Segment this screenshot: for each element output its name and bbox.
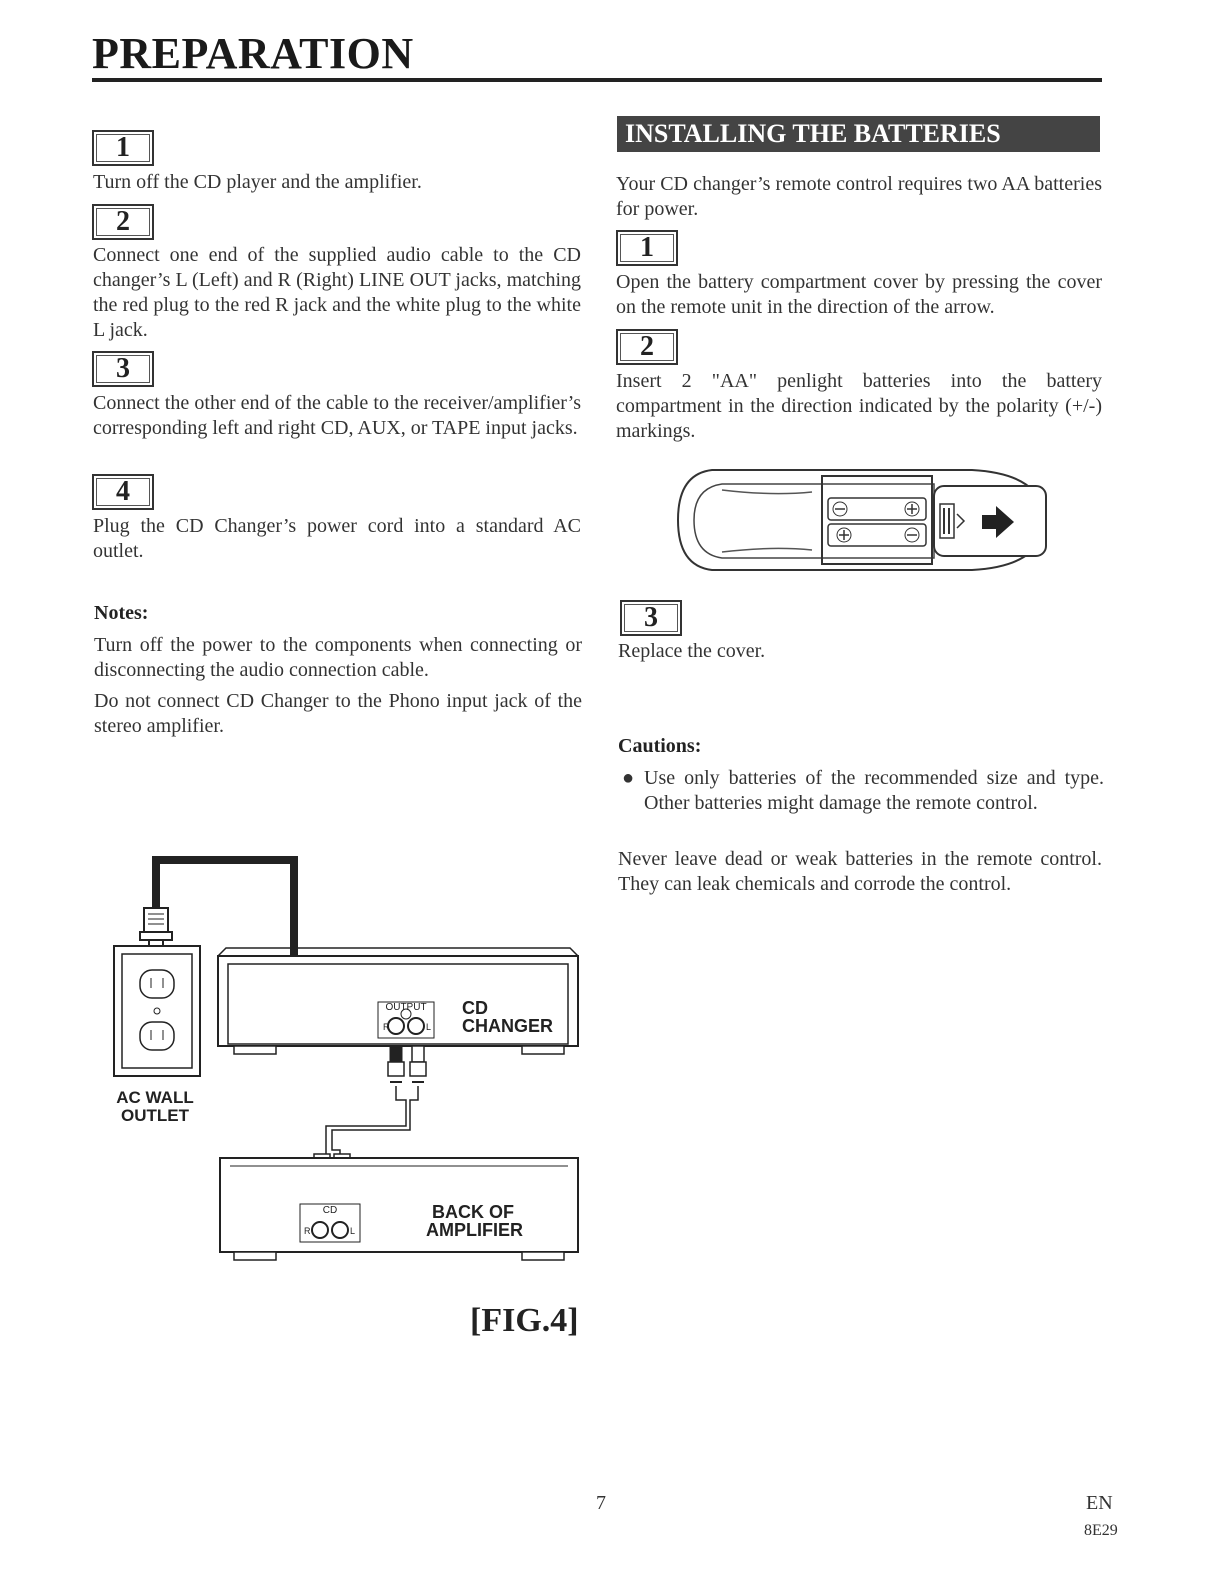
amplifier-unit [220, 1158, 578, 1252]
note-1: Turn off the power to the components when connecting or disconnecting the audio connection cable. [94, 634, 582, 681]
step-2-text: Connect one end of the supplied audio cable to the CD changer’s L (Left) and R (Right) LINE OUT jacks, matching the red plug to the red R jack and the white plug to the white L jack. [93, 244, 581, 341]
jack-l-bottom: L [350, 1226, 356, 1236]
step-4-number: 4 [92, 474, 154, 510]
battery-step-1-number: 1 [616, 230, 678, 266]
amplifier-label-2: AMPLIFIER [426, 1220, 523, 1240]
batteries-intro: Your CD changer’s remote control requires two AA batteries for power. [616, 173, 1102, 220]
step-4-text: Plug the CD Changer’s power cord into a standard AC outlet. [93, 515, 581, 562]
amplifier-label-1: BACK OF [432, 1202, 514, 1222]
battery-step-2-text: Insert 2 "AA" penlight batteries into the battery compartment in the direction indicated by the polarity (+/-) markings. [616, 370, 1102, 442]
title-divider [92, 78, 1102, 82]
cautions-title: Cautions: [618, 735, 702, 757]
cd-changer-label-2: CHANGER [462, 1016, 554, 1036]
figure-caption: [FIG.4] [470, 1302, 579, 1339]
bullet-icon: ● [622, 767, 635, 789]
battery-step-2-number: 2 [616, 329, 678, 365]
document-code: 8E29 [1084, 1522, 1118, 1539]
jack-l-top: L [426, 1022, 432, 1032]
step-1-number: 1 [92, 130, 154, 166]
outlet-label-2: OUTLET [121, 1106, 189, 1125]
remote-battery-illustration [672, 462, 1052, 578]
power-plug [144, 908, 168, 932]
jack-r-top: R [383, 1022, 390, 1032]
battery-step-3-number: 3 [620, 600, 682, 636]
caution-bullet-text: Use only batteries of the recommended size and type. Other batteries might damage the remote control. [644, 767, 1104, 814]
notes-title: Notes: [94, 602, 149, 624]
caution-text: Never leave dead or weak batteries in the remote control. They can leak chemicals and corrode the control. [618, 848, 1102, 895]
page-number: 7 [596, 1492, 606, 1514]
section-heading: INSTALLING THE BATTERIES [617, 116, 1100, 152]
wall-outlet [114, 946, 200, 1076]
cd-jack-label: CD [322, 1205, 338, 1216]
connection-diagram [100, 850, 590, 1270]
step-3-number: 3 [92, 351, 154, 387]
output-label: OUTPUT [385, 1002, 427, 1013]
jack-r-bottom: R [304, 1226, 311, 1236]
language-code: EN [1086, 1492, 1113, 1514]
battery-step-3-text: Replace the cover. [618, 640, 766, 662]
caution-bullet [622, 766, 1104, 816]
note-2: Do not connect CD Changer to the Phono input jack of the stereo amplifier. [94, 690, 582, 737]
step-3-text: Connect the other end of the cable to the receiver/amplifier’s corresponding left and right CD, AUX, or TAPE input jacks. [93, 392, 581, 439]
cd-changer-label-1: CD [462, 998, 488, 1018]
remote-inner-outline [694, 484, 934, 558]
outlet-label-1: AC WALL [116, 1088, 194, 1107]
step-1-text: Turn off the CD player and the amplifier. [93, 171, 422, 193]
audio-cable [326, 1086, 406, 1154]
page-title: PREPARATION [92, 29, 414, 78]
battery-step-1-text: Open the battery compartment cover by pressing the cover on the remote unit in the direction of the arrow. [616, 271, 1102, 318]
step-2-number: 2 [92, 204, 154, 240]
